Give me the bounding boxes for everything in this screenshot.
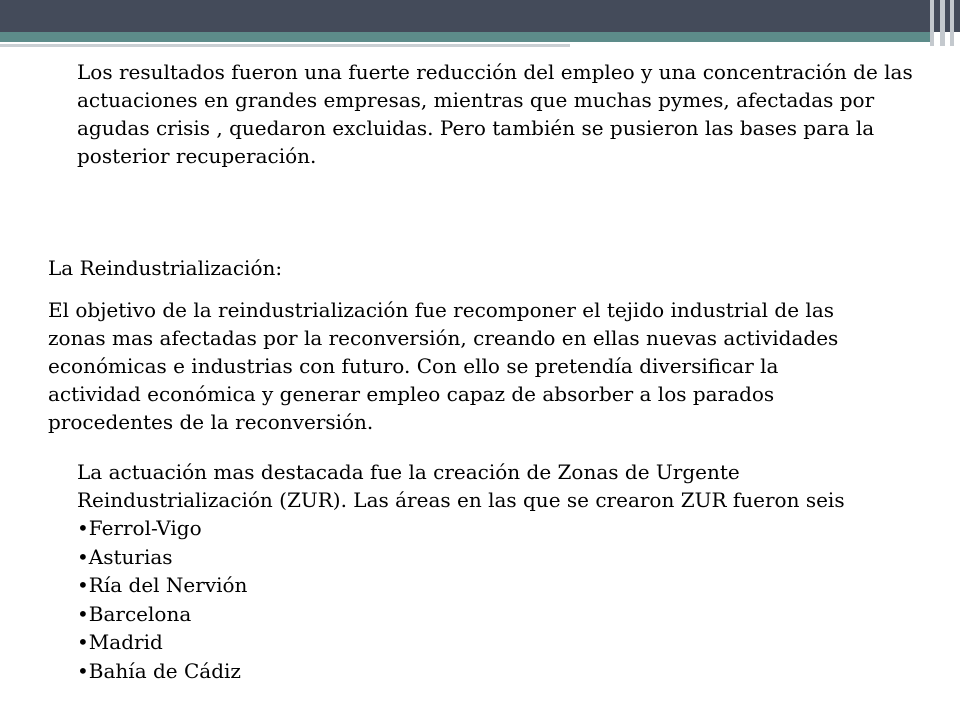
list-item: • Madrid [77,628,937,657]
zur-intro-text: La actuación mas destacada fue la creación de Zonas de Urgente Reindustrialización (ZUR). Las áreas en las que se crearon ZUR fueron seis [77,460,845,512]
list-item: • Ría del Nervión [77,571,937,600]
accent-line-grey [0,44,570,47]
list-item: • Asturias [77,543,937,572]
section-heading: La Reindustrialización: [48,256,283,280]
decorative-vertical-bar [950,0,954,46]
top-title-bar [0,0,960,32]
accent-line-white [570,47,890,50]
intro-paragraph: Los resultados fueron una fuerte reducción del empleo y una concentración de las actuaciones en grandes empresas, mientras que muchas pymes, afectadas por agudas crisis , quedaron excluidas. Pero también se pusieron las bases para la posterior recuperación. [77,60,913,168]
decorative-vertical-bar [940,0,945,46]
teal-accent-band [0,32,930,42]
zur-area-list [77,514,937,685]
objective-paragraph: El objetivo de la reindustrialización fue recomponer el tejido industrial de las zonas mas afectadas por la reconversión, creando en ellas nuevas actividades económicas e industrias con futuro. Con ello se pretendía diversificar la actividad económica y generar empleo capaz de absorber a los parados procedentes de la reconversión. [48,298,839,434]
list-item: • Barcelona [77,600,937,629]
decorative-vertical-bar [930,0,934,46]
zur-paragraph [77,458,937,685]
list-item: • Ferrol-Vigo [77,514,937,543]
list-item: • Bahía de Cádiz [77,657,937,686]
